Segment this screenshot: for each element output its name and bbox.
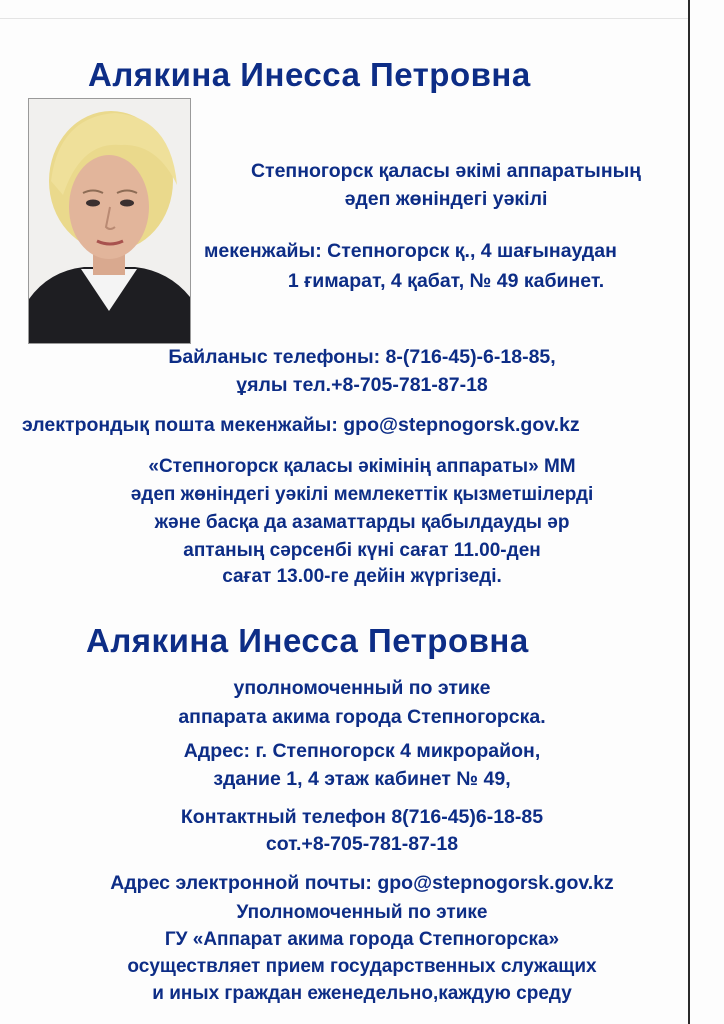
- kz-position-line1: Степногорск қаласы әкімі аппаратының: [250, 160, 642, 182]
- kz-schedule-line: «Степногорск қаласы әкімінің аппараты» ММ: [148, 456, 576, 477]
- ru-address-line2: здание 1, 4 этаж кабинет № 49,: [213, 768, 511, 790]
- ru-position-line1: уполномоченный по этике: [233, 677, 491, 699]
- ru-email-line: Адрес электронной почты: gpo@stepnogorsk.gov.kz: [110, 872, 614, 894]
- kz-mobile-line: ұялы тел.+8-705-781-87-18: [236, 374, 488, 396]
- kz-schedule-line: сағат 13.00-ге дейін жүргізеді.: [222, 566, 502, 587]
- ru-schedule-line: ГУ «Аппарат акима города Степногорска»: [164, 929, 560, 950]
- ru-name-heading: Алякина Инесса Петровна: [86, 622, 529, 659]
- kz-position-line2: әдеп жөніндегі уәкілі: [344, 188, 548, 210]
- ru-schedule-line: Уполномоченный по этике: [236, 902, 488, 923]
- kz-address-line1: мекенжайы: Степногорск қ., 4 шағынаудан: [204, 240, 617, 262]
- ru-schedule-line: и иных граждан еженедельно,каждую среду: [152, 983, 572, 1004]
- kz-address-line2: 1 ғимарат, 4 қабат, № 49 кабинет.: [287, 270, 605, 292]
- ru-schedule-line: осуществляет прием государственных служащих: [127, 956, 597, 977]
- kz-schedule-line: аптаның сәрсенбі күні сағат 11.00-ден: [183, 540, 541, 561]
- ru-mobile-line: сот.+8-705-781-87-18: [265, 833, 459, 855]
- ru-address-line1: Адрес: г. Степногорск 4 микрорайон,: [183, 740, 541, 762]
- kz-name-heading: Алякина Инесса Петровна: [88, 56, 531, 93]
- ru-phone-line: Контактный телефон 8(716-45)6-18-85: [180, 806, 544, 828]
- portrait-image: [29, 99, 190, 343]
- kz-schedule-line: әдеп жөніндегі уәкілі мемлекеттік қызметшілерді: [130, 484, 594, 505]
- kz-phone-line1: Байланыс телефоны: 8-(716-45)-6-18-85,: [168, 346, 556, 368]
- portrait-photo: [28, 98, 191, 344]
- kz-schedule-line: және басқа да азаматтарды қабылдауды әр: [154, 512, 570, 533]
- kz-email-line: электрондық пошта мекенжайы: gpo@stepnogorsk.gov.kz: [22, 414, 580, 436]
- scan-top-edge: [0, 18, 690, 19]
- ru-position-line2: аппарата акима города Степногорска.: [178, 706, 546, 728]
